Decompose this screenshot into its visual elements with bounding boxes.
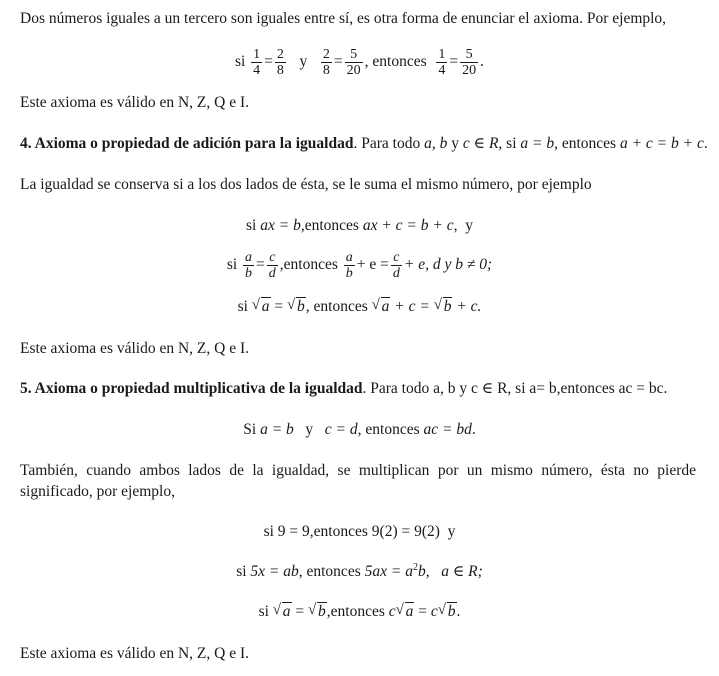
math: c [388, 603, 396, 620]
denominator: 8 [276, 62, 284, 78]
validity-note-2: Este axioma es válido en N, Z, Q e I. [20, 340, 249, 357]
si-word: si [258, 603, 269, 620]
si-word: si [226, 256, 238, 273]
si-word: si [236, 563, 247, 580]
radicand: a [261, 298, 270, 315]
equals-sign: = [264, 53, 273, 70]
equals-sign: = [274, 298, 284, 315]
text: , entonces [554, 135, 620, 152]
paragraph-mult: También, cuando ambos lados de la igualdad, se multiplican por un mismo número, ésta no pierde significado, por ejemplo, [20, 462, 696, 500]
denominator: b [345, 265, 353, 281]
si-word: si [263, 523, 274, 540]
sqrt [273, 601, 292, 622]
fraction [321, 47, 332, 78]
example-mult-3 [0, 561, 719, 582]
fraction [391, 250, 402, 281]
math: a = b [520, 135, 555, 152]
math: c [430, 603, 438, 620]
math: 5x = ab, [250, 563, 303, 580]
paragraph-sum: La igualdad se conserva si a los dos lados de ésta, se le suma el mismo número, por ejemplo [20, 176, 592, 193]
validity-note-1: Este axioma es válido en N, Z, Q e I. [20, 94, 249, 111]
sqrt [287, 296, 306, 317]
period: . [480, 53, 485, 70]
si-word: Si [243, 421, 257, 438]
y-word: y [299, 53, 308, 70]
math: a, b [424, 135, 448, 152]
sqrt [372, 296, 391, 317]
exponent: 2 [412, 561, 418, 573]
numerator: a [345, 249, 353, 265]
fraction [251, 47, 262, 78]
math: ac = bd [423, 421, 472, 438]
si-word: si [234, 53, 246, 70]
sqrt [438, 601, 457, 622]
numerator: 1 [253, 46, 261, 62]
entonces-word: entonces [304, 217, 359, 234]
axiom-5-heading [20, 378, 667, 399]
math: a + c = b + c [619, 135, 704, 152]
denominator: 20 [346, 62, 361, 78]
math: ax = b, [260, 217, 305, 234]
sqrt [434, 296, 453, 317]
math: a = b [260, 421, 294, 438]
example-sum-1 [0, 215, 719, 236]
entonces-word: entonces [306, 563, 361, 580]
fraction [436, 47, 447, 78]
math: 9(2) = 9(2) [371, 523, 440, 540]
si-word: si [237, 298, 248, 315]
equals-sign: = [449, 53, 459, 70]
text: , si [498, 135, 521, 152]
fraction [345, 47, 363, 78]
radicand: b [318, 603, 326, 620]
numerator: 5 [460, 47, 478, 63]
example-mult-1 [0, 419, 719, 440]
fraction [275, 47, 286, 78]
denominator: 4 [438, 62, 446, 78]
equals-sign: = [418, 603, 428, 620]
fraction [243, 250, 254, 281]
denominator: 4 [253, 62, 261, 78]
fraction [344, 250, 355, 281]
math: c [462, 135, 470, 152]
si-word: si [246, 217, 257, 234]
math: R [488, 135, 499, 152]
denominator: 8 [322, 62, 330, 78]
sqrt [252, 296, 271, 317]
text: y [447, 135, 463, 152]
paragraph-intro: Dos números iguales a un tercero son iguales entre sí, es otra forma de enunciar el axioma. Por ejemplo, [20, 10, 667, 27]
math: a ∈ R; [441, 563, 483, 580]
math: c = d, [324, 421, 362, 438]
numerator: a [245, 249, 253, 265]
denominator: d [392, 265, 400, 281]
sqrt [396, 601, 415, 622]
example-fractions [0, 42, 719, 82]
math: + c. [456, 298, 482, 315]
numerator: 5 [345, 47, 363, 63]
entonces-word: , entonces [364, 53, 427, 70]
math: + c = [394, 298, 430, 315]
entonces-word: ,entonces [326, 603, 385, 620]
radicand: b [447, 603, 456, 620]
radicand: b [297, 298, 305, 315]
entonces-word: , entonces [305, 298, 368, 315]
radicand: b [443, 298, 452, 315]
fraction [460, 47, 478, 78]
axiom-4-heading [20, 133, 708, 154]
radicand: a [282, 603, 291, 620]
validity-note-3: Este axioma es válido en N, Z, Q e I. [20, 645, 249, 662]
denominator: b [245, 265, 253, 281]
text: ∈ [469, 135, 489, 152]
denominator: d [268, 265, 276, 281]
example-mult-2 [0, 521, 719, 542]
text: . Para todo a, b y c ∈ R, si a= b,entonces ac = bc. [362, 380, 668, 397]
axiom-5-title: 5. Axioma o propiedad multiplicativa de la igualdad [20, 380, 363, 397]
example-sum-3 [0, 296, 719, 317]
entonces-word: ,entonces [279, 256, 338, 273]
entonces-word: entonces [365, 421, 420, 438]
entonces-word: entonces [313, 523, 368, 540]
fraction [267, 250, 278, 281]
numerator: c [269, 249, 276, 265]
numerator: 2 [276, 46, 284, 62]
example-mult-4 [0, 601, 719, 622]
numerator: 2 [322, 46, 330, 62]
numerator: c [393, 249, 400, 265]
radicand: a [381, 298, 390, 315]
math: ax + c = b + c, [362, 217, 458, 234]
period: . [471, 421, 476, 438]
radicand: a [405, 603, 414, 620]
y-word: y [305, 421, 314, 438]
text: . [703, 135, 708, 152]
math: 9 = 9, [277, 523, 314, 540]
numerator: 1 [438, 46, 446, 62]
y-word: y [465, 217, 473, 234]
sqrt [308, 601, 327, 622]
math: b, [417, 563, 430, 580]
equals-sign: = [295, 603, 305, 620]
denominator: 20 [462, 62, 477, 78]
axiom-4-title: 4. Axioma o propiedad de adición para la igualdad [20, 135, 354, 152]
text: . Para todo [353, 135, 425, 152]
period: . [456, 603, 461, 620]
math: + e, d y b ≠ 0; [403, 256, 493, 273]
text: + e = [356, 256, 389, 273]
example-sum-2 [0, 245, 719, 285]
y-word: y [447, 523, 456, 540]
equals-sign: = [256, 256, 265, 273]
equals-sign: = [333, 53, 343, 70]
math: 5ax = a [364, 563, 413, 580]
